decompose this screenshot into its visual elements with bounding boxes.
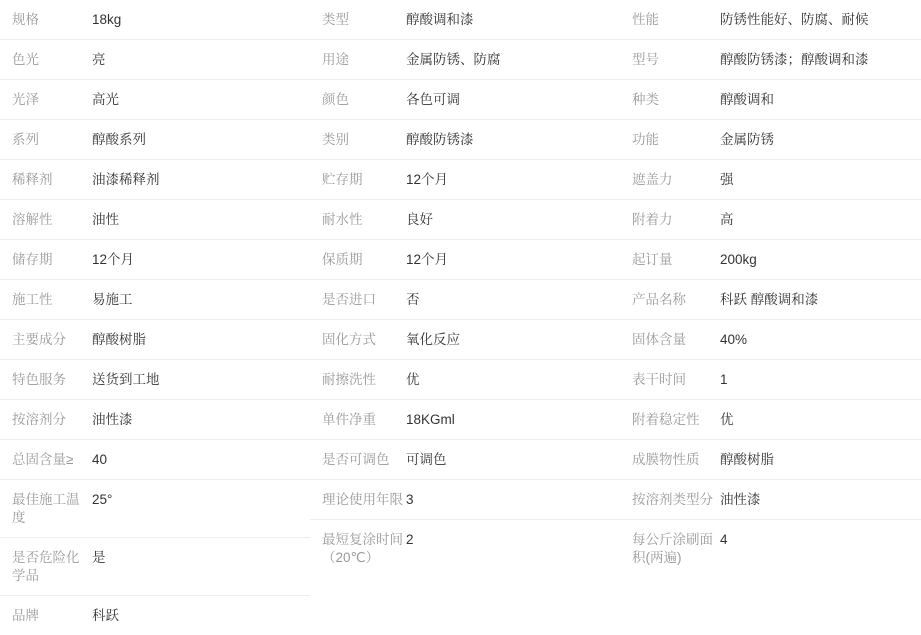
- spec-label: 每公斤涂刷面积(两遍): [632, 532, 713, 565]
- spec-label: 类型: [322, 12, 349, 27]
- spec-label: 特色服务: [12, 372, 66, 387]
- spec-value: 12个月: [406, 252, 449, 267]
- spec-row: [620, 280, 921, 320]
- spec-value: 25°: [92, 492, 113, 507]
- spec-label: 规格: [12, 12, 39, 27]
- spec-value: 强: [720, 172, 734, 187]
- spec-value: 40%: [720, 332, 748, 347]
- spec-row: [0, 0, 310, 40]
- spec-row: [620, 400, 921, 440]
- spec-label: 贮存期: [322, 172, 363, 187]
- spec-label: 总固含量≥: [12, 452, 74, 467]
- spec-row: [0, 320, 310, 360]
- spec-value: 油性: [92, 212, 119, 227]
- spec-label: 附着稳定性: [632, 412, 700, 427]
- spec-value: 可调色: [406, 452, 447, 467]
- spec-label: 是否危险化学品: [12, 550, 80, 583]
- spec-column-2: [310, 0, 620, 635]
- spec-row: [310, 440, 620, 480]
- spec-label: 表干时间: [632, 372, 686, 387]
- spec-value: 醇酸树脂: [720, 452, 774, 467]
- spec-value: 1: [720, 372, 728, 387]
- spec-value: 送货到工地: [92, 372, 160, 387]
- spec-value: 亮: [92, 52, 106, 67]
- spec-value: 高: [720, 212, 734, 227]
- spec-label: 类别: [322, 132, 349, 147]
- spec-label: 施工性: [12, 292, 53, 307]
- spec-value: 40: [92, 452, 108, 467]
- spec-row: [620, 0, 921, 40]
- spec-value: 200kg: [720, 252, 757, 267]
- spec-value: 高光: [92, 92, 119, 107]
- spec-label: 耐擦洗性: [322, 372, 376, 387]
- spec-label: 用途: [322, 52, 349, 67]
- spec-label: 产品名称: [632, 292, 686, 307]
- spec-label: 成膜物性质: [632, 452, 700, 467]
- spec-row: [310, 320, 620, 360]
- spec-label: 耐水性: [322, 212, 363, 227]
- spec-value: 醇酸防锈漆: [406, 132, 474, 147]
- spec-label: 附着力: [632, 212, 673, 227]
- spec-row: [620, 80, 921, 120]
- spec-row: [0, 360, 310, 400]
- spec-row: [620, 440, 921, 480]
- spec-value: 18kg: [92, 12, 122, 27]
- spec-value: 科跃 醇酸调和漆: [720, 292, 819, 307]
- spec-value: 良好: [406, 212, 433, 227]
- spec-value: 氧化反应: [406, 332, 460, 347]
- spec-label: 溶解性: [12, 212, 53, 227]
- spec-row: [310, 160, 620, 200]
- spec-value: 3: [406, 492, 414, 507]
- spec-label: 主要成分: [12, 332, 66, 347]
- spec-value: 12个月: [406, 172, 449, 187]
- spec-value: 4: [720, 532, 728, 547]
- spec-row: [620, 240, 921, 280]
- spec-row: [310, 40, 620, 80]
- spec-label: 是否可调色: [322, 452, 390, 467]
- spec-row: [0, 280, 310, 320]
- spec-value: 科跃: [92, 608, 119, 623]
- spec-value: 防锈性能好、防腐、耐候: [720, 12, 869, 27]
- spec-label: 型号: [632, 52, 659, 67]
- spec-label: 按溶剂类型分: [632, 492, 713, 507]
- spec-label: 固化方式: [322, 332, 376, 347]
- spec-value: 醇酸树脂: [92, 332, 146, 347]
- spec-row: [0, 240, 310, 280]
- spec-label: 储存期: [12, 252, 53, 267]
- spec-label: 单件净重: [322, 412, 376, 427]
- spec-column-1: [0, 0, 310, 635]
- spec-value: 是: [92, 550, 106, 565]
- spec-label: 保质期: [322, 252, 363, 267]
- spec-value: 否: [406, 292, 420, 307]
- spec-value: 易施工: [92, 292, 133, 307]
- spec-value: 各色可调: [406, 92, 460, 107]
- spec-row: [620, 200, 921, 240]
- spec-label: 固体含量: [632, 332, 686, 347]
- spec-row: [0, 40, 310, 80]
- spec-label: 理论使用年限: [322, 492, 403, 507]
- spec-row: [310, 520, 620, 577]
- spec-value: 醇酸调和: [720, 92, 774, 107]
- spec-row: [310, 400, 620, 440]
- spec-value: 12个月: [92, 252, 135, 267]
- spec-value: 2: [406, 532, 414, 547]
- spec-value: 优: [406, 372, 420, 387]
- spec-row: [0, 538, 310, 596]
- spec-label: 系列: [12, 132, 39, 147]
- spec-value: 优: [720, 412, 734, 427]
- spec-label: 最短复涂时间（20℃）: [322, 532, 403, 565]
- spec-row: [620, 160, 921, 200]
- spec-row: [620, 520, 921, 577]
- spec-label: 光泽: [12, 92, 39, 107]
- spec-row: [310, 280, 620, 320]
- spec-row: [310, 120, 620, 160]
- spec-value: 金属防锈、防腐: [406, 52, 501, 67]
- spec-row: [310, 360, 620, 400]
- spec-value: 醇酸调和漆: [406, 12, 474, 27]
- spec-row: [0, 480, 310, 538]
- spec-label: 种类: [632, 92, 659, 107]
- spec-label: 色光: [12, 52, 39, 67]
- spec-row: [0, 400, 310, 440]
- spec-column-3: [620, 0, 921, 635]
- spec-label: 颜色: [322, 92, 349, 107]
- spec-row: [620, 40, 921, 80]
- spec-row: [0, 200, 310, 240]
- spec-row: [0, 440, 310, 480]
- spec-row: [620, 360, 921, 400]
- spec-row: [0, 596, 310, 635]
- spec-label: 按溶剂分: [12, 412, 66, 427]
- spec-value: 18KGml: [406, 412, 455, 427]
- spec-row: [310, 0, 620, 40]
- spec-value: 油漆稀释剂: [92, 172, 160, 187]
- spec-label: 稀释剂: [12, 172, 53, 187]
- spec-row: [0, 80, 310, 120]
- spec-label: 功能: [632, 132, 659, 147]
- spec-label: 遮盖力: [632, 172, 673, 187]
- spec-label: 是否进口: [322, 292, 376, 307]
- spec-label: 起订量: [632, 252, 673, 267]
- spec-row: [310, 200, 620, 240]
- spec-row: [620, 320, 921, 360]
- spec-row: [310, 480, 620, 520]
- spec-row: [0, 120, 310, 160]
- spec-label: 性能: [632, 12, 659, 27]
- spec-value: 醇酸系列: [92, 132, 146, 147]
- spec-label: 最佳施工温度: [12, 492, 80, 525]
- spec-value: 油性漆: [92, 412, 133, 427]
- spec-row: [310, 240, 620, 280]
- spec-value: 醇酸防锈漆；醇酸调和漆: [720, 52, 869, 67]
- spec-value: 金属防锈: [720, 132, 774, 147]
- spec-label: 品牌: [12, 608, 39, 623]
- spec-value: 油性漆: [720, 492, 761, 507]
- spec-row: [310, 80, 620, 120]
- spec-row: [0, 160, 310, 200]
- spec-row: [620, 480, 921, 520]
- spec-row: [620, 120, 921, 160]
